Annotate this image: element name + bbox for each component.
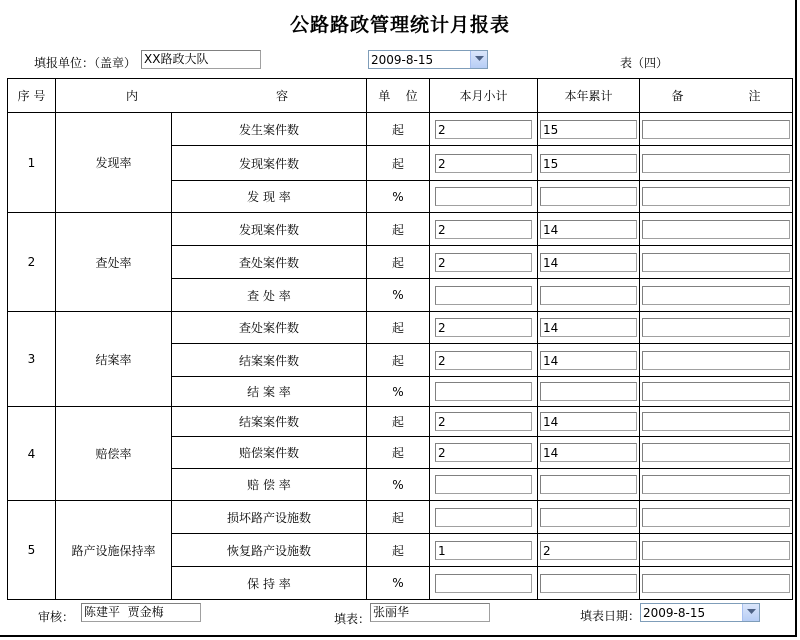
- note-input[interactable]: [642, 382, 790, 401]
- unit-label: 填报单位：（盖章）: [34, 56, 137, 70]
- row-number: 5: [8, 501, 56, 600]
- chevron-down-icon[interactable]: [470, 51, 487, 68]
- group-name: 结案率: [56, 312, 172, 407]
- month-cell: [430, 213, 538, 246]
- note-cell: [640, 469, 793, 501]
- unit-cell: 起: [367, 344, 430, 377]
- year-input[interactable]: [540, 187, 637, 206]
- year-input[interactable]: [540, 286, 637, 305]
- year-cell: [538, 469, 640, 501]
- note-cell: [640, 213, 793, 246]
- year-input[interactable]: 14: [540, 412, 637, 431]
- unit-cell: 起: [367, 312, 430, 344]
- year-cell: [538, 534, 640, 567]
- year-input[interactable]: 14: [540, 318, 637, 337]
- note-cell: [640, 377, 793, 407]
- table-row: [8, 312, 793, 344]
- month-input[interactable]: [435, 382, 532, 401]
- month-input[interactable]: 2: [435, 120, 532, 139]
- month-cell: [430, 344, 538, 377]
- note-input[interactable]: [642, 318, 790, 337]
- report-date-select[interactable]: [368, 50, 488, 69]
- month-input[interactable]: 2: [435, 253, 532, 272]
- note-cell: [640, 181, 793, 213]
- table-row: [8, 213, 793, 246]
- year-input[interactable]: 15: [540, 120, 637, 139]
- month-input[interactable]: [435, 475, 532, 494]
- unit-cell: %: [367, 567, 430, 600]
- note-input[interactable]: [642, 475, 790, 494]
- month-cell: [430, 501, 538, 534]
- month-input[interactable]: [435, 574, 532, 593]
- year-input[interactable]: [540, 508, 637, 527]
- month-input[interactable]: [435, 508, 532, 527]
- year-input[interactable]: 14: [540, 220, 637, 239]
- row-number: 2: [8, 213, 56, 312]
- item-name: 查 处 率: [172, 279, 367, 312]
- chevron-down-icon[interactable]: [742, 604, 759, 621]
- unit-cell: 起: [367, 407, 430, 437]
- item-name: 查处案件数: [172, 312, 367, 344]
- note-input[interactable]: [642, 351, 790, 370]
- note-cell: [640, 344, 793, 377]
- note-input[interactable]: [642, 154, 790, 173]
- note-cell: [640, 501, 793, 534]
- year-cell: [538, 312, 640, 344]
- year-cell: [538, 213, 640, 246]
- note-input[interactable]: [642, 541, 790, 560]
- note-input[interactable]: [642, 574, 790, 593]
- report-table: [7, 78, 793, 600]
- page-title: 公路路政管理统计月报表: [289, 14, 510, 36]
- fill-date-label: 填表日期：: [580, 609, 641, 623]
- month-input[interactable]: 2: [435, 443, 532, 462]
- year-input[interactable]: 14: [540, 443, 637, 462]
- item-name: 恢复路产设施数: [172, 534, 367, 567]
- month-input[interactable]: 2: [435, 220, 532, 239]
- item-name: 发生案件数: [172, 113, 367, 146]
- col-header-year: 本年累计: [538, 79, 640, 113]
- year-cell: [538, 146, 640, 181]
- row-number: 1: [8, 113, 56, 213]
- year-cell: [538, 567, 640, 600]
- month-input[interactable]: [435, 187, 532, 206]
- report-date-value: 2009-8-15: [371, 53, 434, 67]
- year-cell: [538, 501, 640, 534]
- month-cell: [430, 437, 538, 469]
- year-input[interactable]: 15: [540, 154, 637, 173]
- year-input[interactable]: [540, 574, 637, 593]
- unit-cell: 起: [367, 246, 430, 279]
- month-input[interactable]: 2: [435, 154, 532, 173]
- year-cell: [538, 279, 640, 312]
- header-row: [8, 79, 793, 113]
- month-cell: [430, 181, 538, 213]
- month-cell: [430, 146, 538, 181]
- unit-cell: %: [367, 377, 430, 407]
- note-cell: [640, 279, 793, 312]
- unit-cell: %: [367, 469, 430, 501]
- item-name: 查处案件数: [172, 246, 367, 279]
- month-cell: [430, 407, 538, 437]
- note-input[interactable]: [642, 253, 790, 272]
- year-input[interactable]: [540, 382, 637, 401]
- year-cell: [538, 113, 640, 146]
- unit-cell: %: [367, 181, 430, 213]
- month-cell: [430, 113, 538, 146]
- group-name: 赔偿率: [56, 407, 172, 501]
- item-name: 结案案件数: [172, 344, 367, 377]
- item-name: 损坏路产设施数: [172, 501, 367, 534]
- month-cell: [430, 567, 538, 600]
- note-input[interactable]: [642, 120, 790, 139]
- table-row: [8, 407, 793, 437]
- unit-cell: 起: [367, 213, 430, 246]
- row-number: 4: [8, 407, 56, 501]
- month-cell: [430, 312, 538, 344]
- month-cell: [430, 246, 538, 279]
- item-name: 保 持 率: [172, 567, 367, 600]
- year-cell: [538, 437, 640, 469]
- review-label: 审核：: [38, 610, 75, 624]
- note-input[interactable]: [642, 187, 790, 206]
- unit-cell: 起: [367, 146, 430, 181]
- row-number: 3: [8, 312, 56, 407]
- month-cell: [430, 534, 538, 567]
- table-row: [8, 113, 793, 146]
- month-cell: [430, 469, 538, 501]
- month-input[interactable]: 2: [435, 412, 532, 431]
- review-input[interactable]: 陈建平 贾金梅: [81, 603, 201, 622]
- year-input[interactable]: 2: [540, 541, 637, 560]
- item-name: 发现案件数: [172, 213, 367, 246]
- note-input[interactable]: [642, 443, 790, 462]
- note-cell: [640, 407, 793, 437]
- col-header-note: 备 注: [640, 79, 793, 113]
- year-input[interactable]: 14: [540, 253, 637, 272]
- note-input[interactable]: [642, 220, 790, 239]
- item-name: 发 现 率: [172, 181, 367, 213]
- note-cell: [640, 534, 793, 567]
- table-number: 表（四）: [620, 56, 669, 70]
- note-cell: [640, 146, 793, 181]
- month-input[interactable]: 2: [435, 351, 532, 370]
- col-header-content: 内 容: [56, 79, 367, 113]
- fill-date-value: 2009-8-15: [643, 606, 706, 620]
- unit-cell: %: [367, 279, 430, 312]
- year-cell: [538, 246, 640, 279]
- item-name: 结 案 率: [172, 377, 367, 407]
- year-cell: [538, 344, 640, 377]
- group-name: 路产设施保持率: [56, 501, 172, 600]
- unit-cell: 起: [367, 113, 430, 146]
- item-name: 结案案件数: [172, 407, 367, 437]
- unit-cell: 起: [367, 501, 430, 534]
- month-cell: [430, 279, 538, 312]
- col-header-no: 序 号: [8, 79, 56, 113]
- unit-cell: 起: [367, 437, 430, 469]
- unit-cell: 起: [367, 534, 430, 567]
- unit-input[interactable]: XX路政大队: [141, 50, 261, 69]
- month-input[interactable]: 1: [435, 541, 532, 560]
- col-header-unit: 单 位: [367, 79, 430, 113]
- note-cell: [640, 437, 793, 469]
- year-input[interactable]: [540, 475, 637, 494]
- group-name: 查处率: [56, 213, 172, 312]
- note-cell: [640, 113, 793, 146]
- note-input[interactable]: [642, 412, 790, 431]
- note-cell: [640, 246, 793, 279]
- year-input[interactable]: 14: [540, 351, 637, 370]
- table-row: [8, 501, 793, 534]
- item-name: 赔 偿 率: [172, 469, 367, 501]
- fill-date-select[interactable]: [640, 603, 760, 622]
- month-input[interactable]: [435, 286, 532, 305]
- month-input[interactable]: 2: [435, 318, 532, 337]
- group-name: 发现率: [56, 113, 172, 213]
- note-cell: [640, 312, 793, 344]
- col-header-month: 本月小计: [430, 79, 538, 113]
- item-name: 发现案件数: [172, 146, 367, 181]
- year-cell: [538, 181, 640, 213]
- note-cell: [640, 567, 793, 600]
- note-input[interactable]: [642, 286, 790, 305]
- filler-input[interactable]: 张丽华: [370, 603, 490, 622]
- note-input[interactable]: [642, 508, 790, 527]
- filler-label: 填表：: [334, 612, 371, 626]
- item-name: 赔偿案件数: [172, 437, 367, 469]
- year-cell: [538, 377, 640, 407]
- year-cell: [538, 407, 640, 437]
- month-cell: [430, 377, 538, 407]
